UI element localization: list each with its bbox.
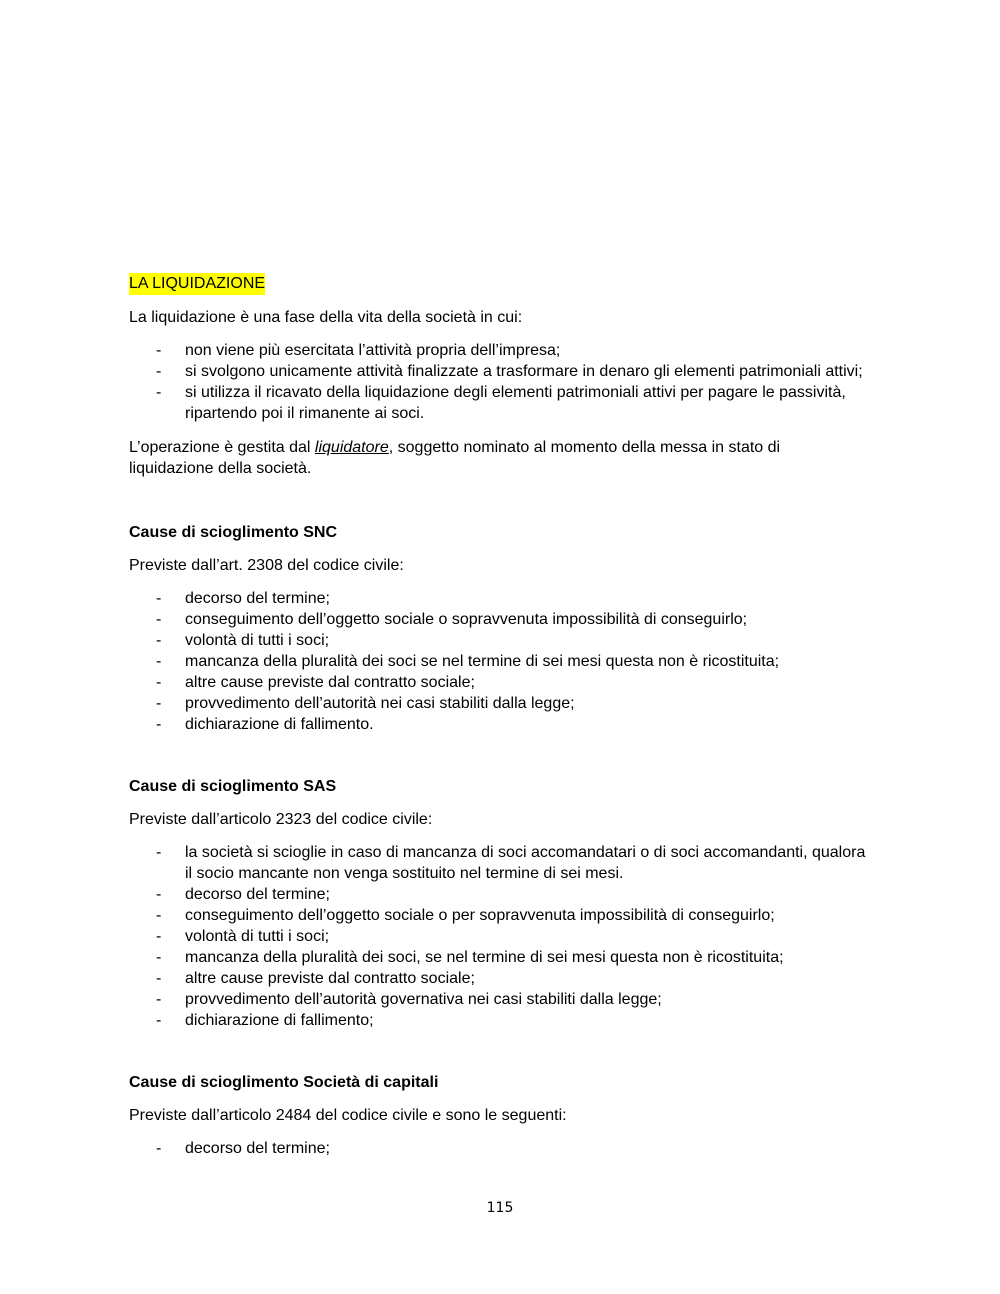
section-heading-capitali: Cause di scioglimento Società di capitali (129, 1074, 439, 1091)
list-item: - dichiarazione di fallimento. (129, 714, 869, 735)
list-item: - dichiarazione di fallimento; (129, 1010, 869, 1031)
section-lead-sas: Previste dall’articolo 2323 del codice civile: (129, 811, 433, 828)
list-item: - non viene più esercitata l’attività propria dell’impresa; (129, 340, 869, 361)
list-item: - provvedimento dell’autorità nei casi stabiliti dalla legge; (129, 693, 869, 714)
list-item: - si svolgono unicamente attività finalizzate a trasformare in denaro gli elementi patrimoniali attivi; (129, 361, 869, 382)
page-title: LA LIQUIDAZIONE (129, 273, 265, 295)
liquidatore-text-before: L’operazione è gestita dal (129, 439, 315, 456)
list-item: - volontà di tutti i soci; (129, 926, 869, 947)
section-heading-sas: Cause di scioglimento SAS (129, 778, 337, 795)
section-lead-capitali: Previste dall’articolo 2484 del codice civile e sono le seguenti: (129, 1107, 567, 1124)
liquidatore-text-after: , soggetto nominato al momento della messa in stato di liquidazione della società. (129, 439, 781, 477)
list-item: - conseguimento dell’oggetto sociale o per sopravvenuta impossibilità di conseguirlo; (129, 905, 869, 926)
list-item: - mancanza della pluralità dei soci, se nel termine di sei mesi questa non è ricostituita; (129, 947, 869, 968)
list-item: - la società si scioglie in caso di mancanza di soci accomandatari o di soci accomandanti, qualora il socio mancante non venga sostituito nel termine di sei mesi. (129, 842, 869, 884)
list-item: - decorso del termine; (129, 1138, 869, 1159)
section-list-snc (129, 588, 869, 735)
list-item: - decorso del termine; (129, 884, 869, 905)
list-item: - conseguimento dell’oggetto sociale o sopravvenuta impossibilità di conseguirlo; (129, 609, 869, 630)
list-item: - altre cause previste dal contratto sociale; (129, 672, 869, 693)
intro-list (129, 340, 869, 424)
list-item: - mancanza della pluralità dei soci se nel termine di sei mesi questa non è ricostituita; (129, 651, 869, 672)
section-lead-snc: Previste dall’art. 2308 del codice civile: (129, 557, 404, 574)
liquidatore-paragraph (129, 437, 869, 479)
section-heading-snc: Cause di scioglimento SNC (129, 524, 338, 541)
list-item: - provvedimento dell’autorità governativa nei casi stabiliti dalla legge; (129, 989, 869, 1010)
document-body (129, 273, 869, 1172)
list-item: - altre cause previste dal contratto sociale; (129, 968, 869, 989)
list-item: - si utilizza il ricavato della liquidazione degli elementi patrimoniali attivi per pagare le passività, ripartendo poi il rimanente ai soci. (129, 382, 869, 424)
section-list-sas (129, 842, 869, 1031)
intro-paragraph: La liquidazione è una fase della vita della società in cui: (129, 309, 523, 326)
liquidatore-term: liquidatore (314, 439, 389, 456)
page-number: 115 (486, 1200, 514, 1216)
list-item: - decorso del termine; (129, 588, 869, 609)
list-item: - volontà di tutti i soci; (129, 630, 869, 651)
section-list-capitali (129, 1138, 869, 1159)
